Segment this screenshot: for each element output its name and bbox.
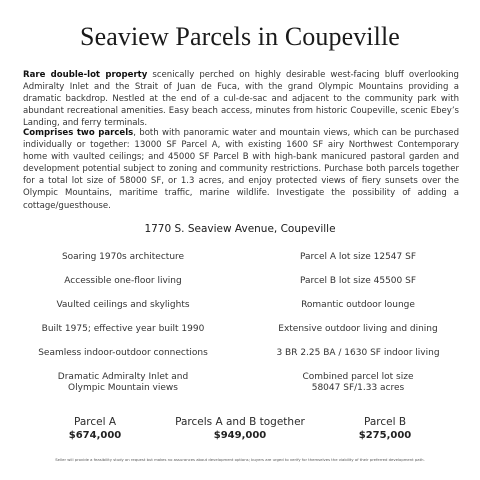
price-parcel-a [52,416,138,441]
feature-item: Seamless indoor-outdoor connections [38,348,208,358]
price-label: Parcels A and B together [175,416,305,428]
features-list-left [18,252,228,402]
page-title: Seaview Parcels in Coupeville [80,22,400,51]
feature-line: Combined parcel lot size [302,372,414,382]
feature-item: Parcel A lot size 12547 SF [300,252,416,262]
paragraph-1-text: scenically perched on highly desirable west-facing bluff overlooking Admiralty Inlet and the Strait of Juan de Fuca, with the grand Olympic Mountains providing a dramatic backdrop. Nestled at the end of a cul-de-sac and adjacent to the community park with abundant recreational amenities. Easy beach access, minutes from historic Coupeville, scenic Ebey’s Landing, and ferry terminals. [23,70,459,129]
price-label: Parcel B [363,416,407,428]
feature-line: Dramatic Admiralty Inlet and [57,372,189,382]
description-paragraph-1 [23,69,459,129]
feature-item: 3 BR 2.25 BA / 1630 SF indoor living [276,348,440,358]
feature-item: Soaring 1970s architecture [61,252,185,262]
feature-item: Romantic outdoor lounge [301,300,415,310]
feature-item: Extensive outdoor living and dining [278,324,438,334]
features-list-right [253,252,463,402]
price-parcels-together [160,416,320,441]
feature-item-multiline [18,372,228,402]
description-paragraph-2 [23,127,459,212]
disclaimer-footnote: Seller will provide a feasibility study on request but makes no assurances about development options; buyers are urged to verify for themselves the viability of their preferred development path. [55,457,425,462]
price-amount: $674,000 [68,430,122,441]
feature-item-multiline [253,372,463,402]
feature-item: Vaulted ceilings and skylights [56,300,190,310]
feature-item: Built 1975; effective year built 1990 [41,324,205,334]
price-amount: $275,000 [358,430,412,441]
paragraph-2-lead: Comprises two parcels [23,128,134,138]
price-parcel-b [342,416,428,441]
feature-line: Olympic Mountain views [68,383,178,393]
feature-item: Accessible one-floor living [64,276,182,286]
paragraph-2-text: , both with panoramic water and mountain views, which can be purchased individually or together: 13000 SF Parcel A, with existing 1600 SF airy Northwest Contemporary home with vaulted ceilings; and 45000 SF Parcel B with high-bank manicured pastoral garden and development potential subject to zoning and community restrictions. Purchase both parcels together for a total lot size of 58000 SF, or 1.3 acres, and enjoy protected views of fiery sunsets over the Olympic Mountains, maritime traffic, marine wildlife. Investigate the possibility of adding a cottage/guesthouse. [23,128,459,211]
feature-line: 58047 SF/1.33 acres [311,383,405,393]
paragraph-1-lead: Rare double-lot property [23,70,148,80]
feature-item: Parcel B lot size 45500 SF [299,276,416,286]
property-address: 1770 S. Seaview Avenue, Coupeville [144,223,336,235]
price-amount: $949,000 [213,430,267,441]
price-label: Parcel A [73,416,117,428]
